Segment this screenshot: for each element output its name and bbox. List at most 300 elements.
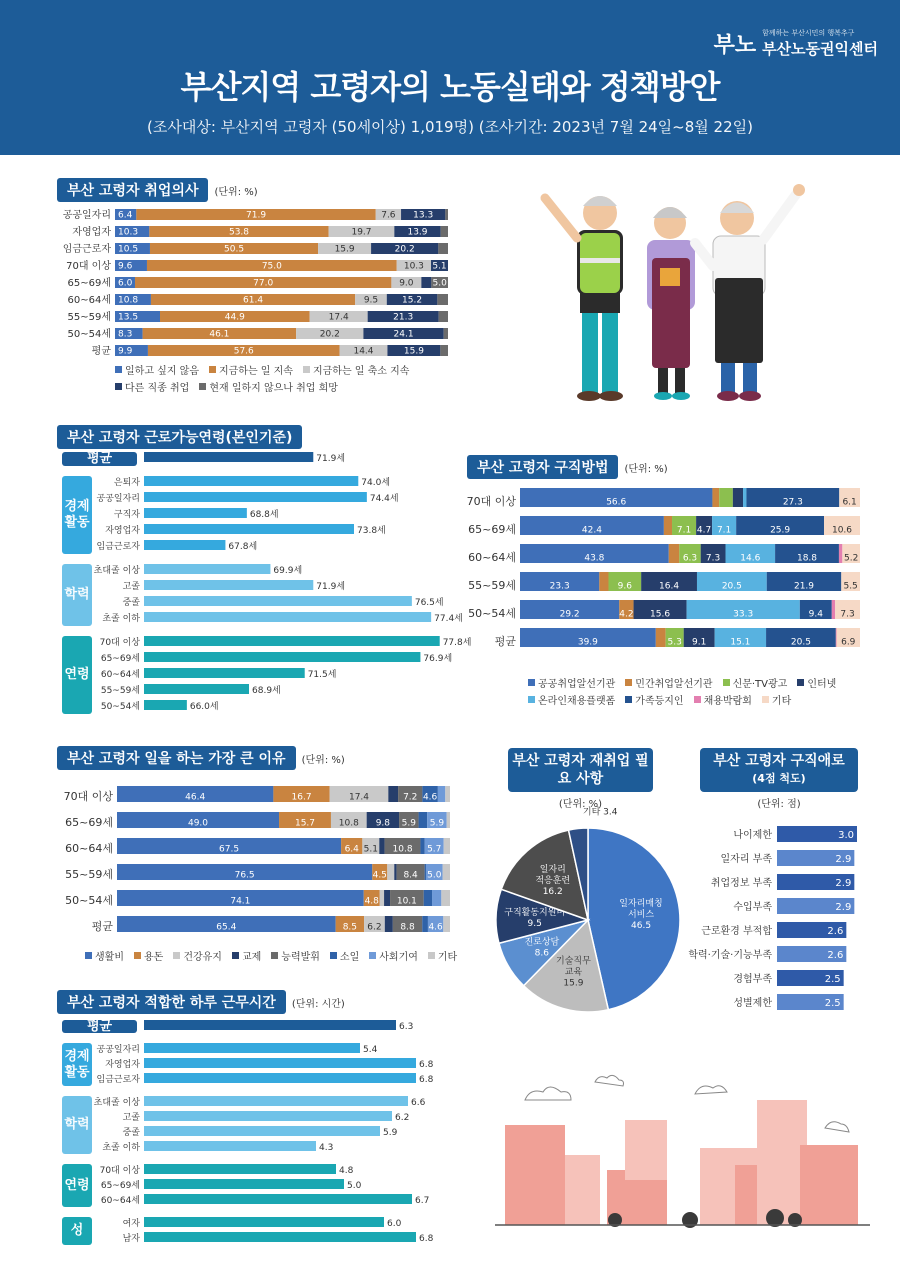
data-label: 71.9세 [316,582,346,592]
row-label: 초졸 이하 [102,614,140,624]
bar-segment [669,544,680,563]
group-label: 평균 [62,452,137,466]
data-label: 10.5 [118,244,139,255]
group-label: 평균 [62,1020,137,1033]
legend-swatch [797,679,804,686]
category-label: 성별제한 [733,998,772,1009]
category-label: 수입부족 [733,902,772,913]
data-label: 6.9 [841,637,856,648]
data-label: 7.6 [381,210,396,221]
job-search-method-legend-item [723,675,788,690]
work-reason-legend-item [428,948,457,963]
row-label: 70대 이상 [99,1166,140,1176]
data-label: 5.9 [401,818,416,829]
work-reason-legend [85,948,465,963]
bar-segment [387,864,394,880]
data-label: 9.8 [375,818,391,829]
data-label: 27.3 [782,497,803,508]
data-label: 46.1 [209,329,230,340]
legend-swatch [115,366,122,373]
legend-label: 지금하는 일 지속 [218,366,293,377]
legend-swatch [625,679,632,686]
data-label: 9.6 [617,581,632,592]
category-label: 공공일자리 [62,210,111,221]
data-label: 33.3 [733,609,754,620]
bar [144,1020,396,1030]
bar-segment [432,890,441,906]
job-search-method-legend-item [797,675,836,690]
data-label: 71.9세 [316,454,346,464]
bar [144,1126,380,1136]
data-label: 20.5 [721,581,742,592]
category-label: 평균 [91,920,113,933]
job-search-method-legend-item [762,692,791,707]
row-label: 자영업자 [105,526,140,536]
data-label: 5.3 [667,637,682,648]
data-label: 6.3 [682,553,698,564]
section-work-hours-title [57,990,345,1014]
slice-label: 진로상담 [524,937,560,948]
employment-intention-legend-item [303,362,409,377]
data-label: 5.9 [429,818,445,829]
row-label: 임금근로자 [96,542,140,552]
slice-label: 9.5 [527,919,542,930]
bar-segment [443,916,450,932]
data-label: 74.1 [230,896,251,907]
bar-segment [443,864,450,880]
category-label: 55~59세 [468,579,516,592]
legend-label: 민간취업알선기관 [635,679,713,690]
legend-label: 건강유지 [183,952,222,963]
bar-segment [656,628,666,647]
reemployment-needs-pie [490,808,690,1028]
data-label: 6.1 [842,497,857,508]
group-label: 학력 [62,1096,92,1154]
legend-label: 공공취업알선기관 [538,679,616,690]
data-label: 7.1 [676,525,692,536]
bar-segment [419,812,428,828]
data-label: 10.6 [831,525,853,536]
category-label: 학력·기술·기능부족 [688,950,772,961]
row-label: 초졸 이하 [102,1143,140,1153]
data-label: 10.8 [338,818,359,829]
legend-swatch [330,952,337,959]
section-work-age-title [57,425,302,449]
data-label: 17.4 [348,792,370,803]
section-unit: (단위: 시간) [291,998,345,1010]
bar-segment [441,226,448,237]
worker-left [545,196,623,401]
row-label: 구직자 [113,510,140,520]
work-reason-legend-item [330,948,359,963]
work-reason-legend-item [134,948,163,963]
data-label: 14.6 [740,553,761,564]
row-label: 공공일자리 [96,494,140,504]
data-label: 24.1 [393,329,414,340]
bar [144,1217,384,1227]
employment-intention-legend [115,362,475,394]
bar-segment [394,864,396,880]
data-label: 8.3 [118,329,133,340]
data-label: 5.0 [427,870,442,881]
data-label: 6.0 [118,278,133,289]
data-label: 9.1 [692,637,707,648]
row-label: 60~64세 [100,1196,140,1206]
row-label: 자영업자 [105,1060,140,1070]
bar [144,524,354,534]
slice-label: 적응훈련 [535,875,571,886]
data-label: 4.3 [319,1143,334,1153]
section-unit: (단위: %) [624,463,668,475]
bar [144,492,367,502]
bar-segment [599,572,608,591]
data-label: 75.0 [261,261,282,272]
category-label: 60~64세 [468,551,516,564]
data-label: 7.3 [840,609,855,620]
bar-segment [444,838,450,854]
data-label: 76.9세 [423,654,453,664]
job-search-method-legend [528,675,868,707]
buildings-right [700,1100,858,1225]
data-label: 6.7 [415,1196,430,1206]
bar [144,700,187,710]
employment-intention-chart [55,205,475,360]
category-label: 근로환경 부적합 [701,926,772,937]
logo-mark: 부노 [713,33,757,58]
data-label: 5.2 [844,553,859,564]
legend-swatch [428,952,435,959]
legend-label: 신문·TV광고 [732,679,788,690]
bar [144,1073,416,1083]
data-label: 71.9 [246,210,267,221]
data-label: 14.4 [353,346,374,357]
section-reemployment-title [508,748,653,792]
section-title-pill: 부산 고령자 구직방법 [467,455,618,479]
data-label: 77.8세 [442,638,472,648]
data-label: 5.0 [432,278,447,289]
bar-segment [836,628,837,647]
slice-label: 기술직무 [556,956,591,967]
data-label: 4.2 [619,609,634,620]
data-label: 10.8 [118,295,139,306]
data-label: 2.9 [835,902,852,913]
row-label: 고졸 [122,1113,140,1123]
data-label: 56.6 [606,497,627,508]
data-label: 69.9세 [273,566,303,576]
data-label: 17.4 [328,312,349,323]
slice-label: 기타 3.4 [582,807,618,818]
bar-segment [388,786,398,802]
bar-segment [385,916,393,932]
slice-label: 구직활동지원비 [504,908,566,919]
row-label: 70대 이상 [99,638,140,648]
work-reason-legend-item [85,948,124,963]
job-search-method-chart [460,478,865,668]
data-label: 3.0 [838,830,854,841]
legend-swatch [209,366,216,373]
work-reason-chart [55,778,465,943]
section-work-reason-title [57,746,345,770]
data-label: 5.0 [347,1181,362,1191]
section-title-scale: (4점 척도) [752,772,806,785]
bar [144,540,225,550]
bar [144,1058,416,1068]
data-label: 4.5 [372,870,387,881]
section-job-difficulty-title [700,748,858,792]
bar-segment [664,516,672,535]
header-banner [0,0,900,155]
row-label: 초대졸 이상 [93,1098,140,1108]
legend-label: 현재 일하지 않으나 취업 희망 [209,383,338,394]
row-label: 고졸 [122,582,140,592]
legend-label: 온라인채용플랫폼 [538,696,616,707]
data-label: 15.2 [402,295,423,306]
bar [144,1179,344,1189]
group-label: 경제 활동 [62,1043,92,1086]
legend-label: 일하고 싶지 않음 [125,366,199,377]
data-label: 2.6 [827,926,844,937]
bar [144,1141,316,1151]
work-reason-legend-item [173,948,222,963]
legend-swatch [173,952,180,959]
data-label: 6.0 [387,1219,402,1229]
data-label: 6.4 [344,844,359,855]
legend-swatch [528,679,535,686]
data-label: 4.8 [364,896,379,907]
data-label: 6.6 [411,1098,426,1108]
job-search-method-legend-item [694,692,752,707]
data-label: 23.3 [549,581,570,592]
category-label: 70대 이상 [63,790,113,803]
category-label: 70대 이상 [66,261,111,272]
data-label: 50.5 [224,244,245,255]
category-label: 65~69세 [65,816,113,829]
data-label: 15.9 [334,244,355,255]
bar-segment [380,890,384,906]
legend-swatch [115,383,122,390]
data-label: 46.4 [185,792,206,803]
page-subtitle: (조사대상: 부산지역 고령자 (50세이상) 1,019명) (조사기간: 2023년 7월 24일~8월 22일) [147,118,753,136]
bar-segment [441,890,450,906]
section-unit: (단위: %) [301,754,345,766]
bar-segment [420,838,424,854]
worker-right [695,184,805,401]
work-reason-legend-item [369,948,418,963]
bar-segment [439,311,448,322]
bar-segment [438,243,448,254]
data-label: 15.7 [294,818,316,829]
bar-segment [384,890,390,906]
bar-segment [839,544,842,563]
bar-segment [733,488,743,507]
category-label: 55~59세 [65,868,113,881]
job-search-method-legend-item [625,675,712,690]
data-label: 4.7 [696,525,712,536]
data-label: 61.4 [243,295,264,306]
bar [144,580,313,590]
data-label: 77.4세 [434,614,463,624]
bar [144,668,305,678]
row-label: 65~69세 [100,1181,140,1191]
data-label: 73.8세 [357,526,386,536]
data-label: 16.4 [659,581,680,592]
data-label: 44.9 [224,312,245,323]
row-label: 여자 [122,1219,140,1229]
data-label: 65.4 [216,922,237,933]
row-label: 공공일자리 [96,1045,140,1055]
section-unit: (단위: 점) [757,799,801,810]
data-label: 5.4 [363,1045,378,1055]
data-label: 68.9세 [252,686,281,696]
category-label: 임금근로자 [62,244,111,255]
data-label: 66.0세 [189,702,219,712]
slice-label: 서비스 [627,910,655,921]
data-label: 71.5세 [307,670,337,680]
job-search-method-legend-item [528,675,615,690]
bar [144,476,358,486]
data-label: 6.4 [118,210,133,221]
legend-label: 기타 [437,952,458,963]
category-label: 경험부족 [733,974,772,985]
slice-label: 15.9 [563,978,584,989]
legend-label: 능력발휘 [281,952,320,963]
legend-swatch [625,696,632,703]
row-label: 중졸 [122,1128,140,1138]
legend-swatch [528,696,535,703]
city-buildings-illustration [495,1070,870,1235]
data-label: 8.5 [342,922,358,933]
data-label: 67.8세 [228,542,258,552]
legend-label: 사회기여 [379,952,418,963]
row-label: 중졸 [122,598,140,608]
section-title-text: 부산 고령자 구직애로 [713,753,845,769]
data-label: 10.8 [392,844,413,855]
legend-swatch [762,696,769,703]
category-label: 평균 [91,346,111,357]
bar-segment [445,209,448,220]
section-employment-intention-title [57,178,258,202]
data-label: 68.8세 [249,510,279,520]
data-label: 13.3 [413,210,434,221]
bar [144,1111,392,1121]
data-label: 9.5 [363,295,379,306]
data-label: 15.6 [650,609,671,620]
data-label: 25.9 [770,525,791,536]
data-label: 16.7 [291,792,312,803]
data-label: 9.9 [118,346,133,357]
category-label: 나이제한 [733,830,772,841]
section-job-search-title [467,455,668,479]
center-logo [714,28,878,59]
category-label: 취업정보 부족 [710,878,772,889]
data-label: 9.0 [399,278,414,289]
category-label: 50~54세 [468,607,516,620]
buildings-left [505,1120,667,1225]
job-search-method-legend-item [625,692,683,707]
data-label: 5.1 [432,261,447,272]
legend-swatch [694,696,701,703]
legend-label: 지금하는 일 축소 지속 [312,366,410,377]
data-label: 5.7 [427,844,442,855]
employment-intention-legend-item [115,379,189,394]
data-label: 20.2 [394,244,415,255]
data-label: 77.0 [253,278,274,289]
bar [144,612,431,622]
data-label: 18.8 [796,553,818,564]
row-label: 남자 [122,1234,140,1244]
data-label: 4.8 [339,1166,354,1176]
job-search-method-legend-item [528,692,615,707]
bar [144,508,247,518]
data-label: 74.4세 [369,494,399,504]
data-label: 6.2 [367,922,382,933]
data-label: 8.8 [400,922,415,933]
logo-tagline: 함께하는 부산시민의 행복추구 [762,29,855,37]
group-label: 학력 [62,564,92,626]
group-label: 연령 [62,1164,92,1207]
data-label: 10.3 [403,261,424,272]
row-label: 50~54세 [100,702,140,712]
bar [144,564,270,574]
data-label: 39.9 [577,637,598,648]
data-label: 9.4 [808,609,823,620]
legend-swatch [199,383,206,390]
legend-label: 가족등지인 [635,696,684,707]
employment-intention-legend-item [209,362,293,377]
data-label: 6.3 [399,1022,414,1032]
data-label: 76.5세 [414,598,444,608]
category-label: 65~69세 [468,523,516,536]
data-label: 5.9 [383,1128,398,1138]
bar [144,636,440,646]
legend-label: 용돈 [143,952,164,963]
data-label: 13.5 [118,312,139,323]
legend-swatch [723,679,730,686]
data-label: 4.6 [428,922,443,933]
row-label: 65~69세 [100,654,140,664]
bar-segment [424,890,432,906]
legend-label: 채용박람회 [703,696,752,707]
legend-swatch [134,952,141,959]
work-age-chart [62,451,472,712]
data-label: 76.5 [234,870,255,881]
data-label: 74.0세 [361,478,391,488]
data-label: 13.9 [407,227,428,238]
data-label: 7.3 [705,553,721,564]
section-title-text: 부산 고령자 재취업 필요 사항 [512,753,649,787]
worker-middle [647,207,695,400]
legend-label: 교제 [241,952,262,963]
bar [144,1043,360,1053]
data-label: 42.4 [581,525,602,536]
bar-segment [437,294,448,305]
bar [144,452,313,462]
bar-segment [719,488,733,507]
data-label: 2.9 [835,854,852,865]
bar [144,1232,416,1242]
category-label: 65~69세 [67,278,111,289]
legend-label: 소일 [339,952,360,963]
elderly-workers-illustration [525,178,815,428]
row-label: 임금근로자 [96,1075,140,1085]
work-reason-legend-item [271,948,320,963]
data-label: 9.6 [118,261,133,272]
bar-segment [445,786,450,802]
row-label: 은퇴자 [113,478,140,488]
bar-segment [712,488,719,507]
data-label: 49.0 [187,818,209,829]
legend-swatch [85,952,92,959]
